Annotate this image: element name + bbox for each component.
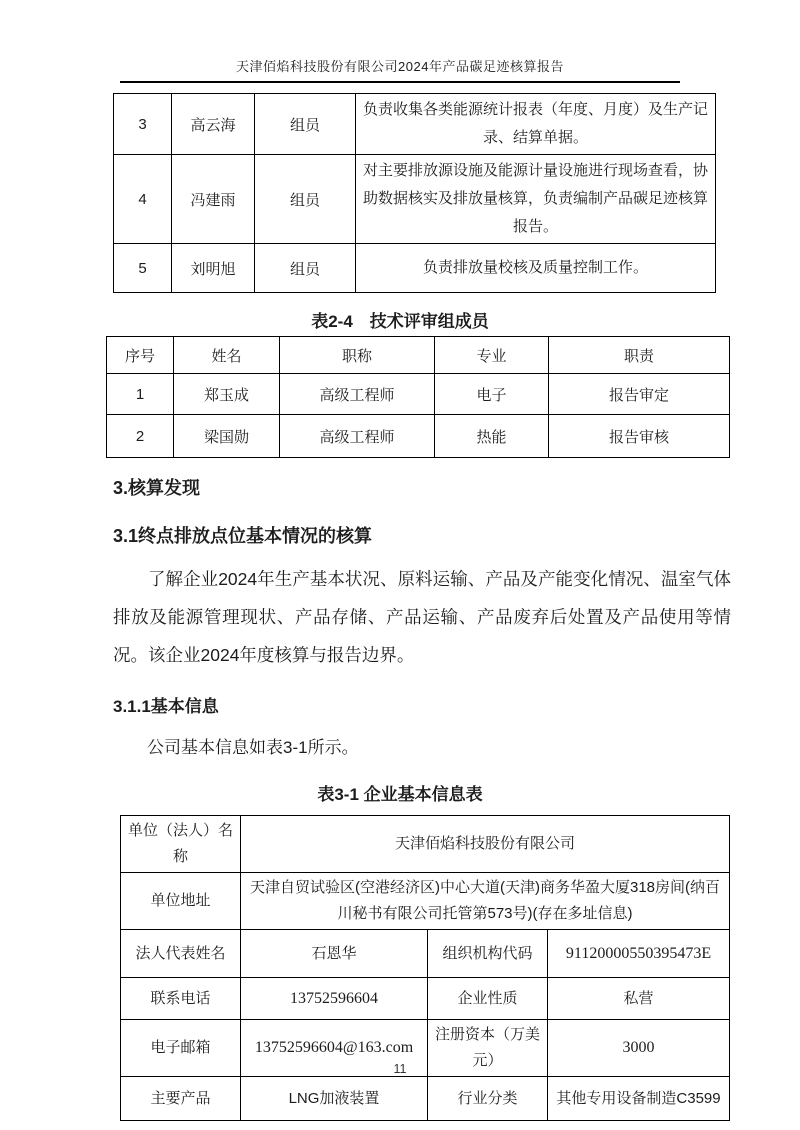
- member-role: 组员: [255, 94, 356, 155]
- field-value: 其他专用设备制造C3599: [548, 1077, 730, 1121]
- table-row: [107, 415, 730, 458]
- review-team-table: [106, 336, 730, 458]
- field-value: LNG加液装置: [241, 1077, 428, 1121]
- reviewer-title: 高级工程师: [280, 374, 435, 415]
- field-label: 电子邮箱: [121, 1020, 241, 1077]
- table-row: [107, 374, 730, 415]
- field-value: 3000: [548, 1020, 730, 1077]
- review-table-caption: 表2-4 技术评审组成员: [311, 312, 489, 331]
- table-row: [121, 1077, 730, 1121]
- field-label: 法人代表姓名: [121, 930, 241, 978]
- col-header-name: 姓名: [174, 337, 280, 374]
- reviewer-major: 热能: [435, 415, 549, 458]
- field-value: 私营: [548, 978, 730, 1020]
- info-table-caption: 表3-1 企业基本信息表: [317, 785, 483, 804]
- reviewer-title: 高级工程师: [280, 415, 435, 458]
- section-heading-basic-info: 3.1.1基本信息: [113, 697, 219, 716]
- section-heading-findings: 3.核算发现: [113, 478, 201, 498]
- table-row: [114, 94, 716, 155]
- table-row: [114, 244, 716, 293]
- member-no: 5: [114, 244, 172, 293]
- col-header-major: 专业: [435, 337, 549, 374]
- field-label: 注册资本（万美元）: [428, 1020, 548, 1077]
- page-number: 11: [393, 1062, 407, 1076]
- table-row: [121, 930, 730, 978]
- member-name: 高云海: [172, 94, 255, 155]
- member-duty: 负责排放量校核及质量控制工作。: [356, 244, 716, 293]
- field-value: 13752596604: [241, 978, 428, 1020]
- member-name: 刘明旭: [172, 244, 255, 293]
- lead-in-paragraph: 公司基本信息如表3-1所示。: [147, 738, 359, 757]
- field-label: 组织机构代码: [428, 930, 548, 978]
- member-name: 冯建雨: [172, 155, 255, 244]
- reviewer-no: 1: [107, 374, 174, 415]
- field-label: 单位（法人）名称: [121, 816, 241, 873]
- member-no: 4: [114, 155, 172, 244]
- reviewer-name: 郑玉成: [174, 374, 280, 415]
- running-head-title: 天津佰焰科技股份有限公司2024年产品碳足迹核算报告: [120, 56, 680, 83]
- field-value: 91120000550395473E: [548, 930, 730, 978]
- col-header-no: 序号: [107, 337, 174, 374]
- field-value: 天津自贸试验区(空港经济区)中心大道(天津)商务华盈大厦318房间(纳百川秘书有限公司托管第573号)(存在多址信息): [241, 873, 730, 930]
- table-header-row: [107, 337, 730, 374]
- field-value: 13752596604@163.com: [241, 1020, 428, 1077]
- field-label: 主要产品: [121, 1077, 241, 1121]
- reviewer-name: 梁国勋: [174, 415, 280, 458]
- col-header-duty: 职责: [549, 337, 730, 374]
- member-duty: 对主要排放源设施及能源计量设施进行现场查看，协助数据核实及排放量核算，负责编制产品碳足迹核算报告。: [356, 155, 716, 244]
- table-row: [121, 816, 730, 873]
- field-label: 联系电话: [121, 978, 241, 1020]
- field-label: 单位地址: [121, 873, 241, 930]
- table-row: [121, 978, 730, 1020]
- member-role: 组员: [255, 155, 356, 244]
- reviewer-duty: 报告审定: [549, 374, 730, 415]
- table-row: [114, 155, 716, 244]
- col-header-title: 职称: [280, 337, 435, 374]
- field-value: 石恩华: [241, 930, 428, 978]
- field-label: 企业性质: [428, 978, 548, 1020]
- field-value: 天津佰焰科技股份有限公司: [241, 816, 730, 873]
- table-row: [121, 873, 730, 930]
- accounting-team-table: [113, 93, 716, 293]
- member-no: 3: [114, 94, 172, 155]
- member-role: 组员: [255, 244, 356, 293]
- field-label: 行业分类: [428, 1077, 548, 1121]
- body-paragraph: 了解企业2024年生产基本状况、原料运输、产品及产能变化情况、温室气体排放及能源管理现状、产品存储、产品运输、产品废弃后处置及产品使用等情况。该企业2024年度核算与报告边界。: [113, 569, 731, 665]
- reviewer-no: 2: [107, 415, 174, 458]
- reviewer-duty: 报告审核: [549, 415, 730, 458]
- reviewer-major: 电子: [435, 374, 549, 415]
- section-heading-endpoint: 3.1终点排放点位基本情况的核算: [113, 526, 373, 546]
- member-duty: 负责收集各类能源统计报表（年度、月度）及生产记录、结算单据。: [356, 94, 716, 155]
